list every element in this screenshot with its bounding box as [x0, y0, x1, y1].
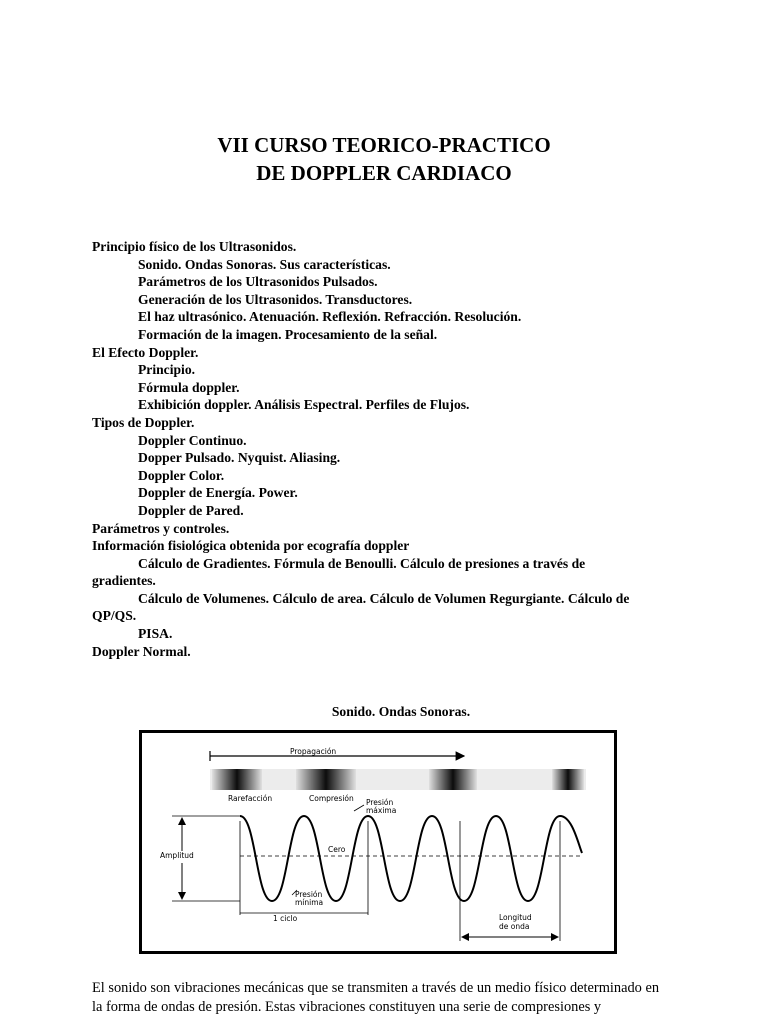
toc-item: Doppler Continuo.: [138, 432, 247, 448]
toc-item: Principio.: [138, 362, 196, 378]
wavelength-label-2: de onda: [499, 922, 530, 931]
toc-item: Formación de la imagen. Procesamiento de la señal.: [138, 326, 438, 342]
toc-item: Fórmula doppler.: [138, 379, 240, 395]
toc-item: Doppler Color.: [138, 467, 225, 483]
toc-item: Doppler de Energía. Power.: [138, 485, 298, 501]
propagation-label: Propagación: [290, 747, 337, 756]
pressure-band: [210, 769, 586, 790]
rarefaction-label: Rarefacción: [228, 794, 273, 803]
body-paragraph: [92, 979, 712, 1017]
toc-item: Parámetros y controles.: [92, 520, 230, 536]
table-of-contents: [92, 238, 692, 660]
toc-item: El haz ultrasónico. Atenuación. Reflexión. Refracción. Resolución.: [138, 309, 522, 325]
document-title-line-2: DE DOPPLER CARDIACO: [256, 161, 512, 185]
body-line-2: la forma de ondas de presión. Estas vibraciones constituyen una serie de compresiones y: [92, 999, 602, 1015]
toc-item: Doppler de Pared.: [138, 502, 244, 518]
toc-item: Tipos de Doppler.: [92, 414, 195, 430]
min-pressure-label-2: mínima: [295, 898, 324, 907]
zero-label: Cero: [328, 845, 346, 854]
toc-item: El Efecto Doppler.: [92, 344, 199, 360]
toc-item: Dopper Pulsado. Nyquist. Aliasing.: [138, 450, 341, 466]
toc-item: Generación de los Ultrasonidos. Transductores.: [138, 291, 413, 307]
toc-item: Cálculo de Gradientes. Fórmula de Benoulli. Cálculo de presiones a través de: [138, 555, 586, 571]
toc-item: Información fisiológica obtenida por ecografía doppler: [92, 538, 410, 554]
band-compression-4: [552, 769, 584, 790]
document-title-line-1: VII CURSO TEORICO-PRACTICO: [217, 133, 551, 157]
body-line-1: El sonido son vibraciones mecánicas que se transmiten a través de un medio físico determinado en: [92, 980, 660, 996]
compression-label: Compresión: [309, 794, 354, 803]
wavelength-label-1: Longitud: [499, 913, 532, 922]
max-pressure-label-2: máxima: [366, 806, 397, 815]
document-title: [0, 131, 768, 187]
toc-item: gradientes.: [92, 573, 156, 589]
band-compression-3: [429, 769, 477, 790]
min-pressure-label-1: Presión: [295, 890, 323, 899]
toc-item: Cálculo de Volumenes. Cálculo de area. Cálculo de Volumen Regurgiante. Cálculo de: [138, 590, 630, 606]
toc-item: Doppler Normal.: [92, 643, 191, 659]
band-compression-2: [296, 769, 356, 790]
band-compression-1: [212, 769, 262, 790]
toc-item: QP/QS.: [92, 608, 137, 624]
cycle-label: 1 ciclo: [273, 914, 298, 923]
max-pressure-label-1: Presión: [366, 798, 394, 807]
sound-wave-figure: [139, 730, 617, 954]
toc-item: Parámetros de los Ultrasonidos Pulsados.: [138, 274, 378, 290]
toc-item: Exhibición doppler. Análisis Espectral. Perfiles de Flujos.: [138, 397, 470, 413]
toc-item: Sonido. Ondas Sonoras. Sus características.: [138, 256, 391, 272]
section-title: Sonido. Ondas Sonoras.: [331, 704, 471, 719]
amplitude-label: Amplitud: [160, 851, 194, 860]
sound-wave-diagram: [142, 733, 614, 951]
pressure-wave: [240, 816, 582, 901]
toc-item: PISA.: [138, 626, 173, 642]
toc-item: Principio físico de los Ultrasonidos.: [92, 239, 297, 254]
